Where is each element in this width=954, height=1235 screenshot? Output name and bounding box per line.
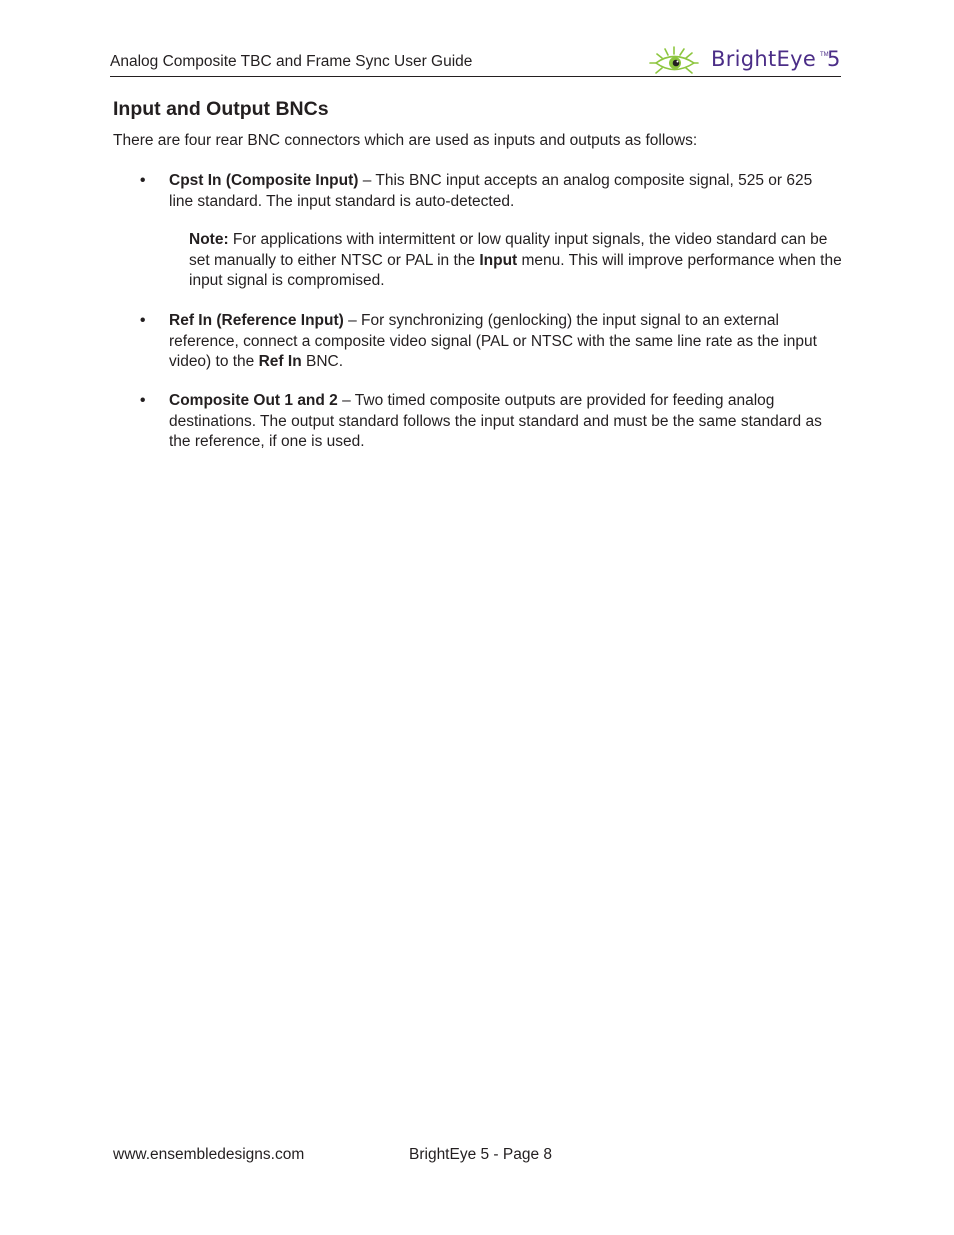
list-item-body [169, 311, 840, 373]
bullet: • [140, 172, 146, 189]
bullet: • [140, 392, 146, 409]
note-block [189, 230, 849, 292]
description-end: BNC. [301, 353, 344, 370]
term: Cpst In (Composite Input) [169, 172, 359, 189]
note-text-end: menu. This will improve performance when the input signal is compromised. [189, 251, 842, 289]
description: – This BNC input accepts an analog composite signal, 525 or 625 line standard. The input standard is auto-detected. [169, 172, 813, 210]
section-heading: Input and Output BNCs [113, 98, 329, 120]
ref-in-bold: Ref In [258, 353, 302, 370]
eye-icon [648, 46, 710, 80]
logo-model-number: 5 [827, 47, 841, 71]
logo-wordmark: BrightEye [711, 47, 817, 71]
logo-trademark: TM [820, 52, 829, 58]
note-input-menu: Input [479, 251, 518, 269]
intro-paragraph: There are four rear BNC connectors which are used as inputs and outputs as follows: [113, 132, 698, 149]
description: – Two timed composite outputs are provided for feeding analog destinations. The output standard follows the input standard and must be the same standard as the reference, if one is used. [169, 392, 822, 450]
description: – For synchronizing (genlocking) the input signal to an external reference, connect a composite video signal (PAL or NTSC with the same line rate as the input video) to the [169, 312, 817, 370]
footer-website: www.ensembledesigns.com [113, 1146, 305, 1163]
document-header-title: Analog Composite TBC and Frame Sync User Guide [110, 53, 473, 70]
term: Composite Out 1 and 2 [169, 392, 338, 409]
brighteye-logo [648, 46, 844, 80]
bullet: • [140, 312, 146, 329]
term: Ref In (Reference Input) [169, 312, 344, 329]
note-text: For applications with intermittent or low quality input signals, the video standard can be set manually to either NTSC or PAL in the [189, 231, 828, 269]
list-item-body [169, 171, 840, 212]
note-label: Note: [189, 231, 229, 248]
list-item-body [169, 391, 840, 453]
footer-page-number: BrightEye 5 - Page 8 [409, 1146, 553, 1163]
